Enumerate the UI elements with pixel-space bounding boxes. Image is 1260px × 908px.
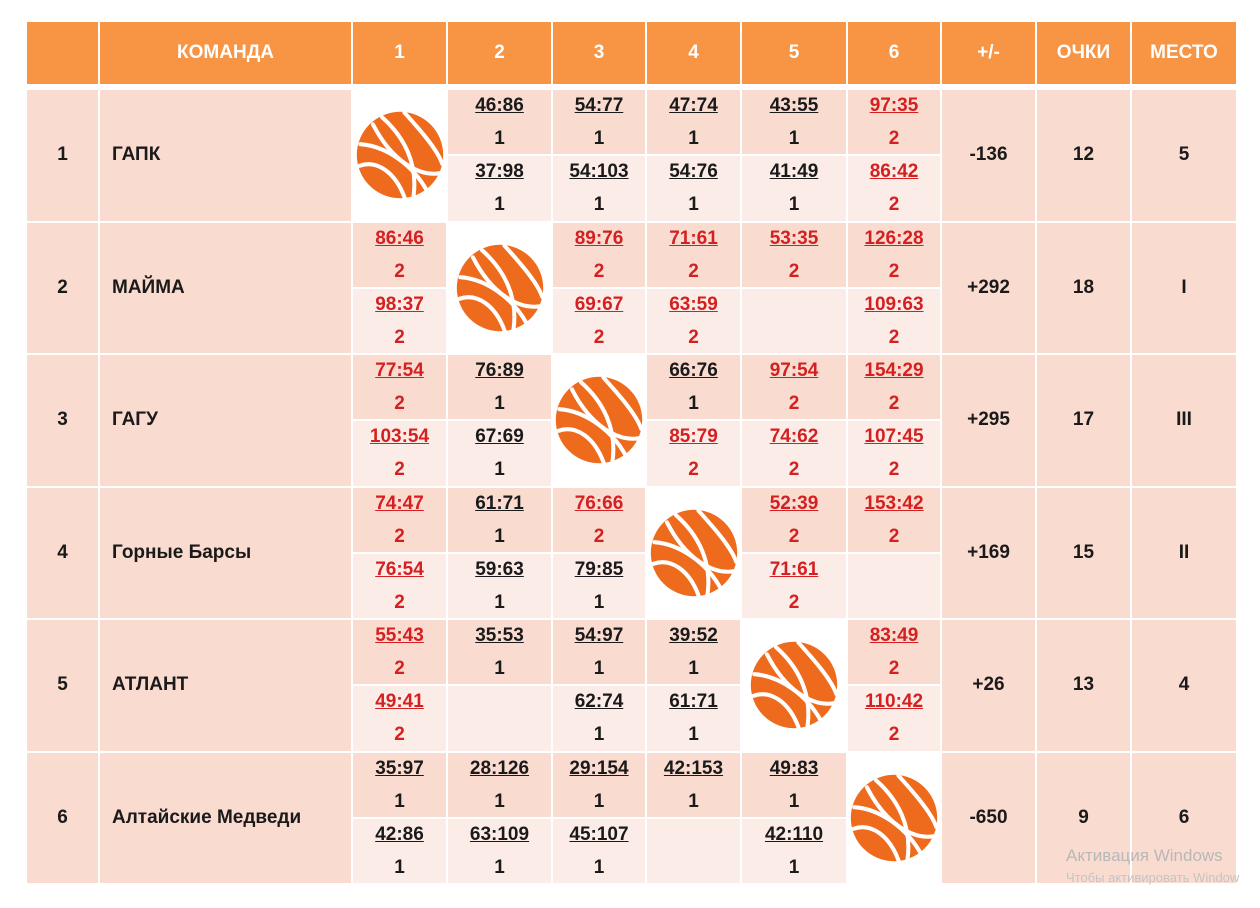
team-name: МАЙМА	[100, 223, 351, 354]
game-score: 74:47	[375, 492, 424, 514]
game-score: 85:79	[669, 426, 718, 448]
game-result	[353, 421, 446, 485]
game-result	[553, 289, 645, 353]
game-result	[742, 753, 846, 817]
game-score: 35:97	[375, 757, 424, 779]
basketball-icon	[355, 110, 445, 205]
game-result	[353, 554, 446, 618]
game-points: 2	[888, 658, 900, 680]
total-points: 13	[1037, 620, 1130, 751]
game-points: 1	[788, 856, 800, 878]
game-score: 154:29	[864, 360, 924, 382]
game-points: 2	[593, 260, 605, 282]
game-points: 1	[593, 658, 605, 680]
game-points: 1	[688, 128, 699, 150]
game-score: 86:42	[869, 161, 919, 183]
game-points: 1	[593, 724, 605, 746]
game-result	[448, 355, 551, 419]
game-result	[848, 223, 940, 287]
game-score: 28:126	[469, 757, 530, 779]
game-result	[448, 90, 551, 154]
game-result	[448, 819, 551, 883]
game-result	[553, 156, 645, 220]
game-result	[353, 686, 446, 750]
game-points: 2	[788, 393, 800, 415]
game-result	[553, 753, 645, 817]
game-score: 76:89	[475, 360, 524, 382]
goal-difference: +169	[942, 488, 1035, 619]
row-number: 4	[27, 488, 98, 619]
game-result	[353, 753, 446, 817]
total-points: 18	[1037, 223, 1130, 354]
game-score: 41:49	[769, 161, 819, 183]
game-result	[742, 223, 846, 287]
basketball-icon	[749, 640, 839, 735]
final-place: 6	[1132, 753, 1236, 884]
game-points: 2	[394, 658, 405, 680]
game-score: 29:154	[569, 757, 629, 779]
game-result	[647, 421, 740, 485]
game-points: 2	[394, 393, 405, 415]
game-points: 2	[888, 724, 900, 746]
row-number: 2	[27, 223, 98, 354]
game-score: 109:63	[864, 293, 924, 315]
game-score: 97:54	[769, 360, 819, 382]
game-result	[553, 90, 645, 154]
game-points: 1	[494, 856, 505, 878]
game-score: 39:52	[669, 625, 718, 647]
game-points: 1	[688, 194, 699, 216]
game-score: 47:74	[669, 95, 718, 117]
team-name: ГАПК	[100, 90, 351, 221]
game-result	[848, 90, 940, 154]
game-score: 55:43	[375, 625, 424, 647]
game-score: 71:61	[669, 227, 718, 249]
game-score: 103:54	[369, 426, 430, 448]
game-points: 1	[593, 856, 605, 878]
game-score: 46:86	[475, 95, 524, 117]
self-match-cell	[742, 620, 846, 751]
game-result	[448, 620, 551, 684]
game-points: 1	[494, 658, 505, 680]
game-result	[848, 488, 940, 552]
game-points: 2	[888, 326, 900, 348]
game-result	[448, 421, 551, 485]
game-result	[647, 620, 740, 684]
game-points: 2	[394, 459, 405, 481]
game-points: 2	[888, 260, 900, 282]
game-score: 107:45	[864, 426, 924, 448]
game-result	[353, 355, 446, 419]
game-score: 61:71	[475, 492, 524, 514]
game-result	[647, 90, 740, 154]
self-match-cell	[647, 488, 740, 619]
game-result	[353, 223, 446, 287]
game-points: 1	[494, 459, 505, 481]
empty-game-cell	[742, 289, 846, 353]
game-result	[742, 819, 846, 883]
game-score: 49:83	[769, 757, 819, 779]
game-result	[647, 686, 740, 750]
game-points: 1	[494, 393, 505, 415]
game-result	[848, 156, 940, 220]
header-place: МЕСТО	[1132, 22, 1236, 84]
game-result	[448, 554, 551, 618]
team-name: Алтайские Медведи	[100, 753, 351, 884]
game-points: 1	[593, 591, 605, 613]
game-points: 2	[888, 128, 900, 150]
game-result	[742, 355, 846, 419]
game-score: 83:49	[869, 625, 919, 647]
self-match-cell	[448, 223, 551, 354]
game-points: 2	[394, 724, 405, 746]
game-result	[353, 488, 446, 552]
goal-difference: -650	[942, 753, 1035, 884]
game-result	[553, 686, 645, 750]
game-result	[848, 355, 940, 419]
game-points: 1	[494, 194, 505, 216]
total-points: 15	[1037, 488, 1130, 619]
game-score: 153:42	[864, 492, 924, 514]
game-score: 54:76	[669, 161, 718, 183]
basketball-icon	[554, 375, 644, 470]
game-points: 2	[788, 459, 800, 481]
game-score: 71:61	[769, 558, 819, 580]
final-place: III	[1132, 355, 1236, 486]
game-points: 1	[593, 194, 605, 216]
game-score: 49:41	[375, 691, 424, 713]
game-score: 42:153	[663, 757, 724, 779]
game-score: 62:74	[574, 691, 624, 713]
game-score: 42:86	[375, 823, 424, 845]
total-points: 9	[1037, 753, 1130, 884]
header-col-1: 1	[353, 22, 446, 84]
final-place: II	[1132, 488, 1236, 619]
game-result	[848, 620, 940, 684]
game-points: 2	[888, 194, 900, 216]
game-score: 74:62	[769, 426, 819, 448]
goal-difference: +292	[942, 223, 1035, 354]
game-result	[742, 421, 846, 485]
game-result	[647, 156, 740, 220]
game-points: 1	[394, 856, 405, 878]
game-result	[742, 156, 846, 220]
game-points: 1	[494, 591, 505, 613]
game-result	[448, 156, 551, 220]
game-result	[647, 289, 740, 353]
game-result	[353, 819, 446, 883]
game-result	[553, 819, 645, 883]
game-score: 63:109	[469, 823, 530, 845]
game-points: 1	[394, 790, 405, 812]
final-place: I	[1132, 223, 1236, 354]
game-score: 35:53	[475, 625, 524, 647]
game-points: 2	[394, 260, 405, 282]
game-points: 1	[688, 658, 699, 680]
game-result	[848, 421, 940, 485]
goal-difference: +295	[942, 355, 1035, 486]
game-result	[553, 223, 645, 287]
windows-activation-title: Активация Windows	[1066, 846, 1223, 865]
empty-game-cell	[448, 686, 551, 750]
game-result	[647, 355, 740, 419]
header-col-6: 6	[848, 22, 940, 84]
game-points: 2	[394, 525, 405, 547]
header-team: КОМАНДА	[100, 22, 351, 84]
final-place: 4	[1132, 620, 1236, 751]
game-points: 2	[593, 525, 605, 547]
game-score: 66:76	[669, 360, 718, 382]
game-score: 126:28	[864, 227, 924, 249]
game-points: 2	[888, 459, 900, 481]
self-match-cell	[553, 355, 645, 486]
game-score: 53:35	[769, 227, 819, 249]
empty-game-cell	[647, 819, 740, 883]
goal-difference: -136	[942, 90, 1035, 221]
header-col-5: 5	[742, 22, 846, 84]
game-points: 2	[688, 459, 699, 481]
game-result	[848, 686, 940, 750]
game-score: 79:85	[574, 558, 624, 580]
total-points: 17	[1037, 355, 1130, 486]
game-points: 2	[593, 326, 605, 348]
basketball-icon	[649, 508, 739, 603]
basketball-icon	[849, 773, 939, 868]
game-result	[553, 620, 645, 684]
header-diff: +/-	[942, 22, 1035, 84]
game-result	[553, 554, 645, 618]
game-score: 110:42	[864, 691, 924, 713]
game-points: 1	[688, 790, 699, 812]
game-points: 1	[593, 128, 605, 150]
game-points: 2	[788, 591, 800, 613]
game-points: 1	[593, 790, 605, 812]
game-score: 45:107	[569, 823, 629, 845]
game-result	[553, 488, 645, 552]
game-points: 2	[394, 326, 405, 348]
header-col-2: 2	[448, 22, 551, 84]
game-result	[848, 289, 940, 353]
game-result	[448, 753, 551, 817]
game-result	[647, 753, 740, 817]
row-number: 6	[27, 753, 98, 884]
game-points: 1	[688, 393, 699, 415]
game-points: 1	[494, 790, 505, 812]
game-points: 2	[688, 260, 699, 282]
header-points: ОЧКИ	[1037, 22, 1130, 84]
game-score: 54:97	[574, 625, 624, 647]
game-points: 2	[888, 525, 900, 547]
game-score: 59:63	[475, 558, 524, 580]
game-score: 54:77	[574, 95, 624, 117]
self-match-cell	[353, 90, 446, 221]
game-score: 37:98	[475, 161, 524, 183]
game-points: 1	[494, 128, 505, 150]
game-score: 76:66	[574, 492, 624, 514]
game-score: 86:46	[375, 227, 424, 249]
game-points: 1	[788, 790, 800, 812]
standings-table	[27, 22, 1236, 883]
game-result	[353, 289, 446, 353]
final-place: 5	[1132, 90, 1236, 221]
game-score: 43:55	[769, 95, 819, 117]
game-points: 1	[688, 724, 699, 746]
row-number: 3	[27, 355, 98, 486]
row-number: 5	[27, 620, 98, 751]
game-score: 89:76	[574, 227, 624, 249]
self-match-cell	[848, 753, 940, 884]
game-points: 2	[788, 260, 800, 282]
game-score: 67:69	[475, 426, 524, 448]
header-blank	[27, 22, 98, 84]
game-score: 69:67	[574, 293, 624, 315]
game-points: 1	[788, 194, 800, 216]
game-result	[742, 554, 846, 618]
game-result	[353, 620, 446, 684]
game-score: 54:103	[569, 161, 629, 183]
game-points: 1	[788, 128, 800, 150]
team-name: Горные Барсы	[100, 488, 351, 619]
game-score: 98:37	[375, 293, 424, 315]
row-number: 1	[27, 90, 98, 221]
game-result	[647, 223, 740, 287]
header-col-3: 3	[553, 22, 645, 84]
header-col-4: 4	[647, 22, 740, 84]
game-score: 42:110	[764, 823, 824, 845]
game-points: 2	[788, 525, 800, 547]
game-points: 1	[494, 525, 505, 547]
basketball-icon	[455, 243, 545, 338]
game-score: 61:71	[669, 691, 718, 713]
game-score: 63:59	[669, 293, 718, 315]
team-name: ГАГУ	[100, 355, 351, 486]
team-name: АТЛАНТ	[100, 620, 351, 751]
game-score: 76:54	[375, 558, 424, 580]
game-score: 97:35	[869, 95, 919, 117]
goal-difference: +26	[942, 620, 1035, 751]
game-points: 2	[888, 393, 900, 415]
game-points: 2	[394, 591, 405, 613]
game-score: 52:39	[769, 492, 819, 514]
total-points: 12	[1037, 90, 1130, 221]
game-result	[448, 488, 551, 552]
game-result	[742, 488, 846, 552]
game-points: 2	[688, 326, 699, 348]
empty-game-cell	[848, 554, 940, 618]
windows-activation-subtitle: Чтобы активировать Window	[1066, 870, 1240, 885]
game-result	[742, 90, 846, 154]
game-score: 77:54	[375, 360, 424, 382]
